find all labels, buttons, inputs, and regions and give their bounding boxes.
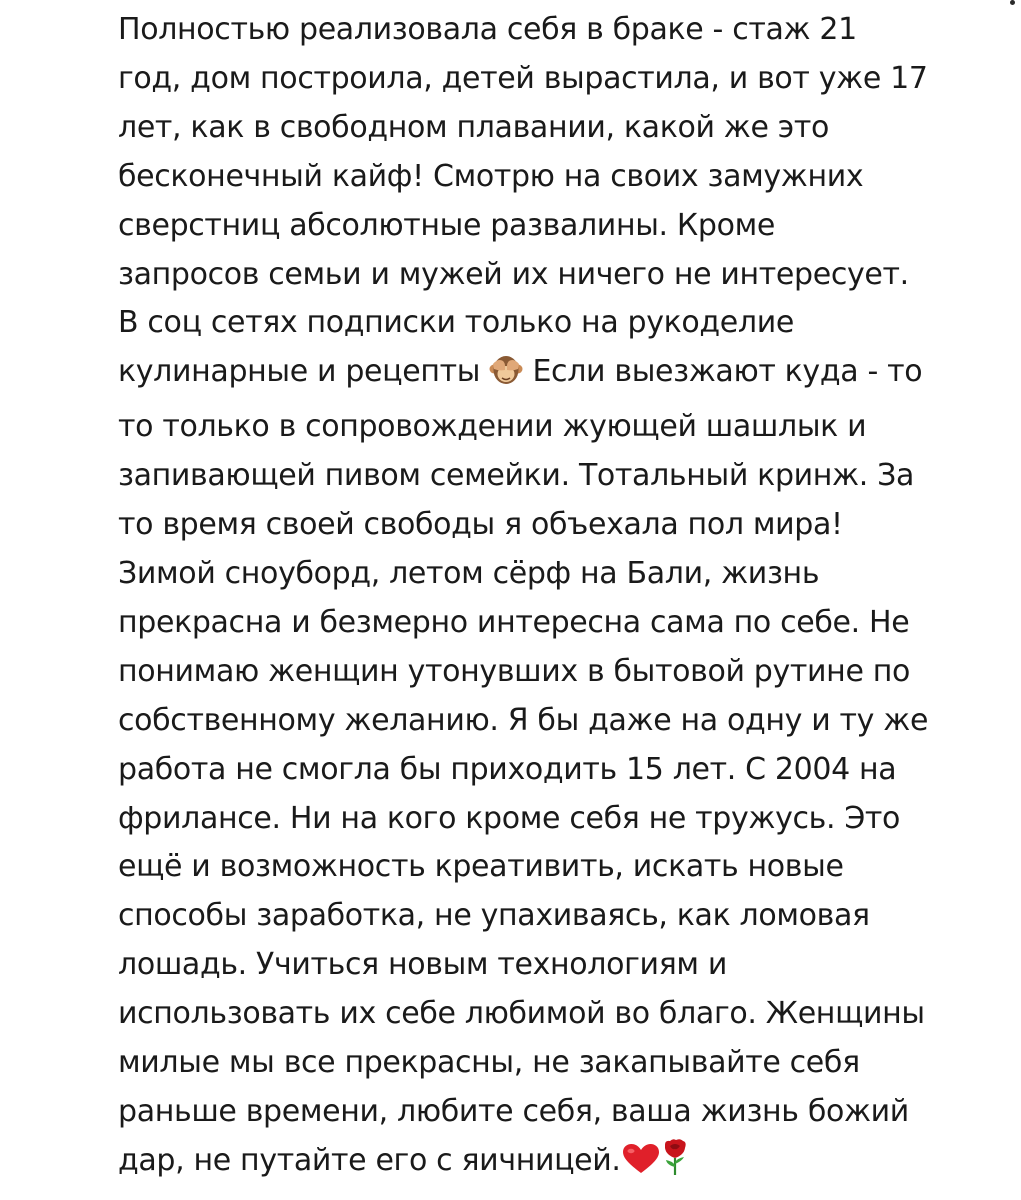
rose-icon (661, 1138, 689, 1192)
text-line: то время своей свободы я объехала пол мира! (118, 507, 843, 543)
text-line: сверстниц абсолютные развалины. Кроме (118, 207, 775, 243)
text-line: то только в сопровождении жующей шашлык и (118, 409, 867, 445)
text-line: запивающей пивом семейки. Тотальный кринж. За (118, 458, 915, 494)
text-segment: кулинарные и рецепты (118, 354, 481, 390)
text-line: прекрасна и безмерно интересна сама по себе. Не (118, 604, 910, 640)
text-line: лет, как в свободном плавании, какой же это (118, 109, 830, 145)
text-line: милые мы все прекрасны, не закапывайте себя (118, 1045, 860, 1081)
text-line: фрилансе. Ни на кого кроме себя не тружусь. Это (118, 800, 901, 836)
text-segment: Если выезжают куда - то (532, 354, 923, 390)
text-line: понимаю женщин утонувших в бытовой рутине по (118, 653, 911, 689)
text-segment: дар, не путайте его с яичницей. (118, 1142, 621, 1178)
post-text (118, 6, 978, 1192)
see-no-evil-monkey-icon (489, 353, 523, 403)
text-line: собственному желанию. Я бы даже на одну и ту же (118, 702, 929, 738)
text-line: год, дом построила, детей вырастила, и вот уже 17 (118, 60, 928, 96)
red-heart-icon (621, 1142, 661, 1192)
text-line: ещё и возможность креативить, искать новые (118, 849, 844, 885)
text-line: работа не смогла бы приходить 15 лет. С 2004 на (118, 751, 897, 787)
text-line: запросов семьи и мужей их ничего не интересует. (118, 256, 909, 292)
text-line: лошадь. Учиться новым технологиям и (118, 947, 728, 983)
text-line: способы заработка, не упахиваясь, как ломовая (118, 898, 870, 934)
text-line: Полностью реализовала себя в браке - стаж 21 (118, 12, 857, 47)
text-line: раньше времени, любите себя, ваша жизнь божий (118, 1093, 909, 1129)
text-line (118, 348, 978, 403)
text-line: бесконечный кайф! Смотрю на своих замужних (118, 158, 864, 194)
text-line: использовать их себе любимой во благо. Женщины (118, 996, 925, 1032)
text-line: В соц сетях подписки только на рукоделие (118, 305, 794, 341)
text-line: Зимой сноуборд, летом сёрф на Бали, жизнь (118, 555, 820, 591)
edge-dot (1010, 0, 1015, 5)
text-line (118, 1137, 978, 1192)
